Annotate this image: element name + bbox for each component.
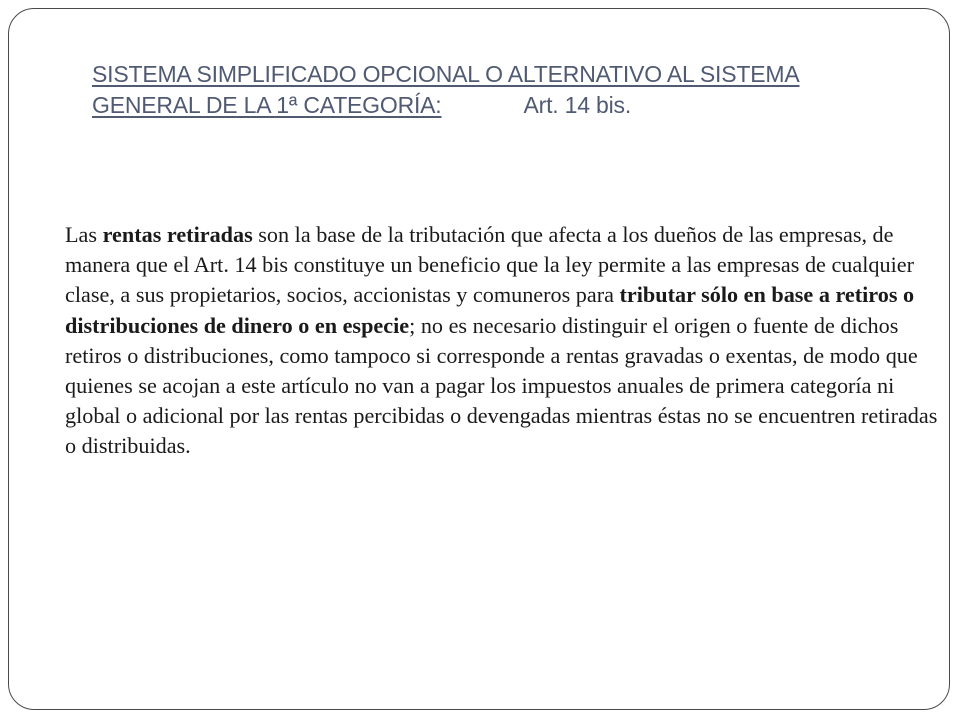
title-underlined-text: SISTEMA SIMPLIFICADO OPCIONAL O ALTERNATIVO AL SISTEMA GENERAL DE LA 1ª CATEGORÍA: bbox=[92, 61, 800, 118]
slide-frame bbox=[8, 8, 950, 710]
title-article-reference: Art. 14 bis. bbox=[523, 92, 632, 118]
body-segment: Las bbox=[65, 222, 103, 247]
slide-title bbox=[92, 59, 882, 121]
body-paragraph bbox=[65, 220, 950, 462]
body-segment: ; no es necesario distinguir el origen o fuente de dichos retiros o distribuciones, como tampoco si corresponde a rentas gravadas o exentas, de modo que quienes se acojan a este artículo no van a pagar los impuestos anuales de primera categoría ni global o adicional por las rentas percibidas o devengadas mientras éstas no se encuentren retiradas o distribuidas. bbox=[65, 312, 938, 459]
body-segment: son la base de la tributación que afecta a los dueños de las empresas, de manera que el Art. 14 bis constituye un beneficio que la ley permite a las empresas de cualquier clase, a sus propietarios, socios, accionistas y comuneros para bbox=[65, 222, 914, 308]
body-segment-bold: rentas retiradas bbox=[102, 222, 253, 247]
body-segment-bold: tributar sólo en base a retiros o distribuciones de dinero o en especie bbox=[65, 282, 915, 338]
